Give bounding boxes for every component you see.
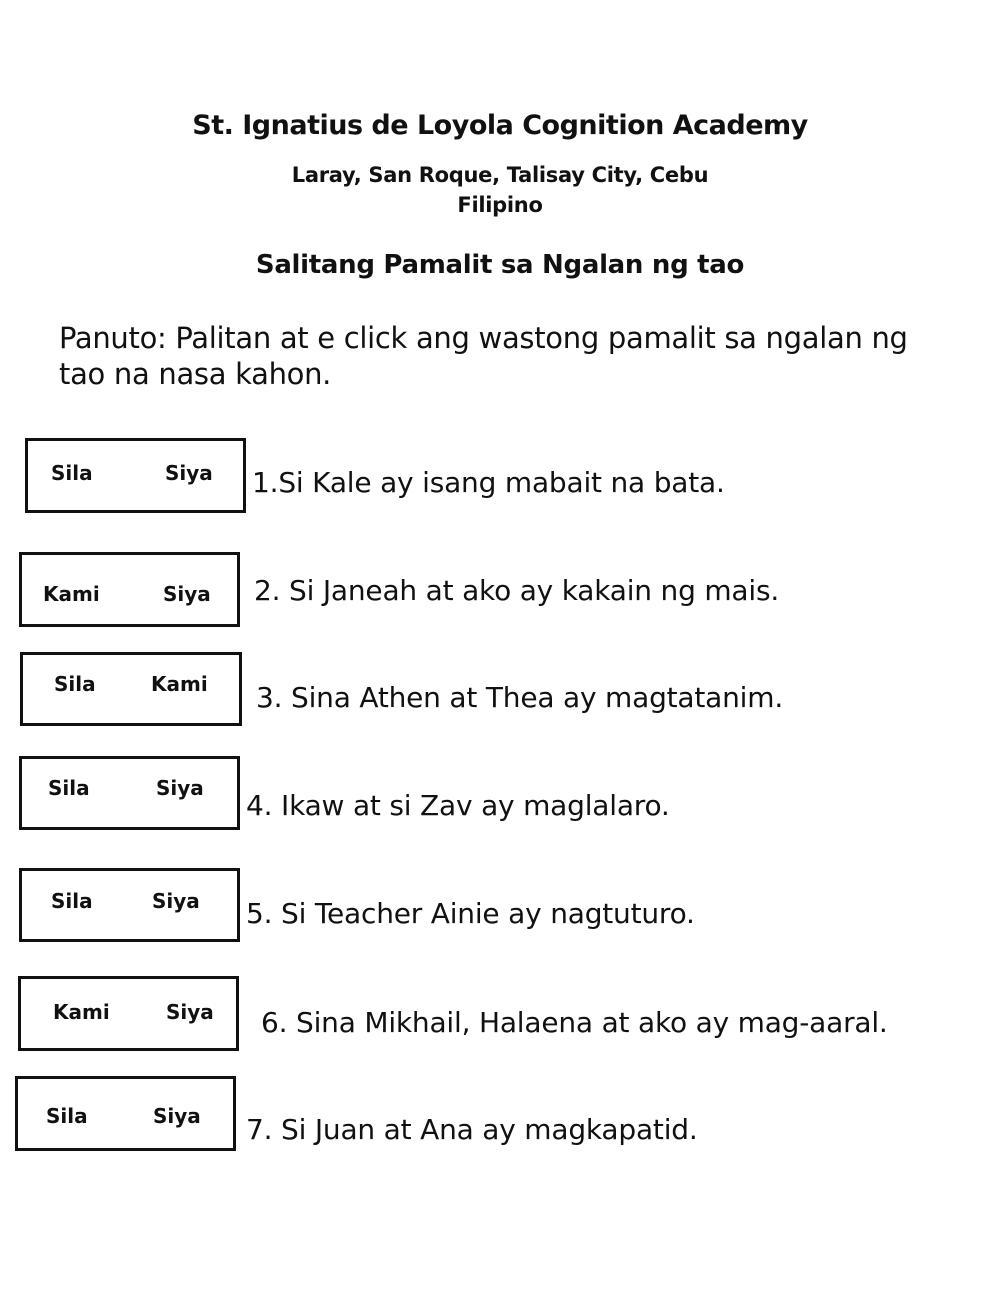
directions-text: Panuto: Palitan at e click ang wastong pamalit sa ngalan ng tao na nasa kahon. xyxy=(59,321,908,391)
subject-label: Filipino xyxy=(457,193,543,217)
option-7b[interactable]: Siya xyxy=(153,1104,201,1128)
option-1a[interactable]: Sila xyxy=(51,461,93,485)
option-1b[interactable]: Siya xyxy=(165,461,213,485)
sentence-6: 6. Sina Mikhail, Halaena at ako ay mag-aaral. xyxy=(261,1006,888,1039)
school-name: St. Ignatius de Loyola Cognition Academy xyxy=(192,110,808,141)
school-address: Laray, San Roque, Talisay City, Cebu xyxy=(291,163,709,187)
sentence-3: 3. Sina Athen at Thea ay magtatanim. xyxy=(256,681,784,714)
option-2a[interactable]: Kami xyxy=(43,582,100,606)
option-7a[interactable]: Sila xyxy=(46,1104,88,1128)
option-3b[interactable]: Kami xyxy=(151,672,208,696)
sentence-4: 4. Ikaw at si Zav ay maglalaro. xyxy=(246,789,670,822)
option-6a[interactable]: Kami xyxy=(53,1000,110,1024)
sentence-2: 2. Si Janeah at ako ay kakain ng mais. xyxy=(254,574,780,607)
sentence-5: 5. Si Teacher Ainie ay nagtuturo. xyxy=(246,897,695,930)
lesson-title: Salitang Pamalit sa Ngalan ng tao xyxy=(255,250,745,280)
option-2b[interactable]: Siya xyxy=(163,582,211,606)
sentence-7: 7. Si Juan at Ana ay magkapatid. xyxy=(246,1113,698,1146)
option-5b[interactable]: Siya xyxy=(152,889,200,913)
option-6b[interactable]: Siya xyxy=(166,1000,214,1024)
option-3a[interactable]: Sila xyxy=(54,672,96,696)
option-4b[interactable]: Siya xyxy=(156,776,204,800)
sentence-1: 1.Si Kale ay isang mabait na bata. xyxy=(252,466,725,499)
option-4a[interactable]: Sila xyxy=(48,776,90,800)
option-5a[interactable]: Sila xyxy=(51,889,93,913)
